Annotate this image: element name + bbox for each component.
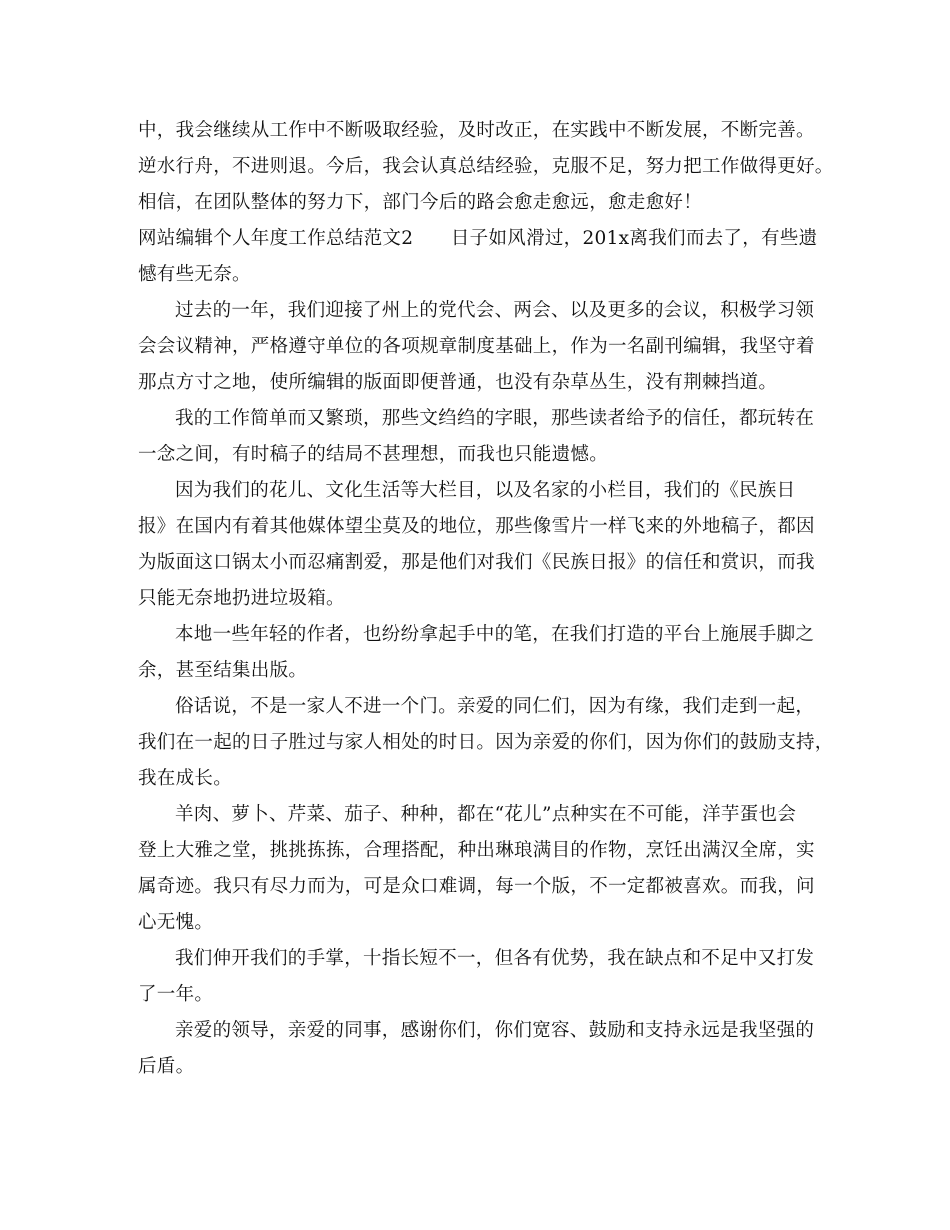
- paragraph-start-line: 羊肉、萝卜、芹菜、茄子、种种，都在“花儿”点种实在不可能，洋芋蛋也会: [175, 804, 797, 825]
- paragraph-start-line: 因为我们的花儿、文化生活等大栏目，以及名家的小栏目，我们的《民族日: [175, 480, 796, 501]
- text-line: 登上大雅之堂，挑挑拣拣，合理搭配，种出琳琅满目的作物，烹饪出满汉全席，实: [138, 840, 815, 861]
- paragraph-start-line: 本地一些年轻的作者，也纷纷拿起手中的笔，在我们打造的平台上施展手脚之: [175, 624, 815, 645]
- text-line: 我们在一起的日子胜过与家人相处的时日。因为亲爱的你们，因为你们的鼓励支持，: [138, 732, 834, 753]
- text-line: 余，甚至结集出版。: [138, 660, 308, 681]
- document-body: [138, 113, 834, 1085]
- text-line: 后盾。: [138, 1056, 195, 1077]
- text-line: 一念之间，有时稿子的结局不甚理想，而我也只能遗憾。: [138, 444, 609, 465]
- paragraph-start-line: 俗话说，不是一家人不进一个门。亲爱的同仁们，因为有缘，我们走到一起，: [175, 696, 815, 717]
- text-line: 我在成长。: [138, 768, 233, 789]
- section-heading-line: 网站编辑个人年度工作总结范文2 日子如风滑过，201x离我们而去了，有些遗: [138, 228, 818, 249]
- text-line: 会会议精神，严格遵守单位的各项规章制度基础上，作为一名副刊编辑，我坚守着: [138, 336, 815, 357]
- text-line: 憾有些无奈。: [138, 264, 251, 285]
- paragraph-start-line: 我的工作简单而又繁琐，那些文绉绉的字眼，那些读者给予的信任，都玩转在: [175, 408, 815, 429]
- text-line: 属奇迹。我只有尽力而为，可是众口难调，每一个版，不一定都被喜欢。而我，问: [138, 876, 815, 897]
- text-line: 那点方寸之地，使所编辑的版面即便普通，也没有杂草丛生，没有荆棘挡道。: [138, 372, 778, 393]
- paragraph-start-line: 我们伸开我们的手掌，十指长短不一，但各有优势，我在缺点和不足中又打发: [175, 948, 815, 969]
- text-line: 报》在国内有着其他媒体望尘莫及的地位，那些像雪片一样飞来的外地稿子，都因: [138, 516, 815, 537]
- text-line: 相信，在团队整体的努力下，部门今后的路会愈走愈远，愈走愈好！: [138, 192, 703, 213]
- text-line: 只能无奈地扔进垃圾箱。: [138, 588, 345, 609]
- text-line: 心无愧。: [138, 912, 214, 933]
- text-line: 了一年。: [138, 984, 214, 1005]
- text-line: 逆水行舟，不进则退。今后，我会认真总结经验，克服不足，努力把工作做得更好。: [138, 156, 834, 177]
- text-line: 为版面这口锅太小而忍痛割爱，那是他们对我们《民族日报》的信任和赏识，而我: [138, 552, 815, 573]
- text-line: 中，我会继续从工作中不断吸取经验，及时改正，在实践中不断发展，不断完善。: [138, 120, 815, 141]
- paragraph-start-line: 亲爱的领导，亲爱的同事，感谢你们，你们宽容、鼓励和支持永远是我坚强的: [175, 1020, 815, 1041]
- paragraph-start-line: 过去的一年，我们迎接了州上的党代会、两会、以及更多的会议，积极学习领: [175, 300, 815, 321]
